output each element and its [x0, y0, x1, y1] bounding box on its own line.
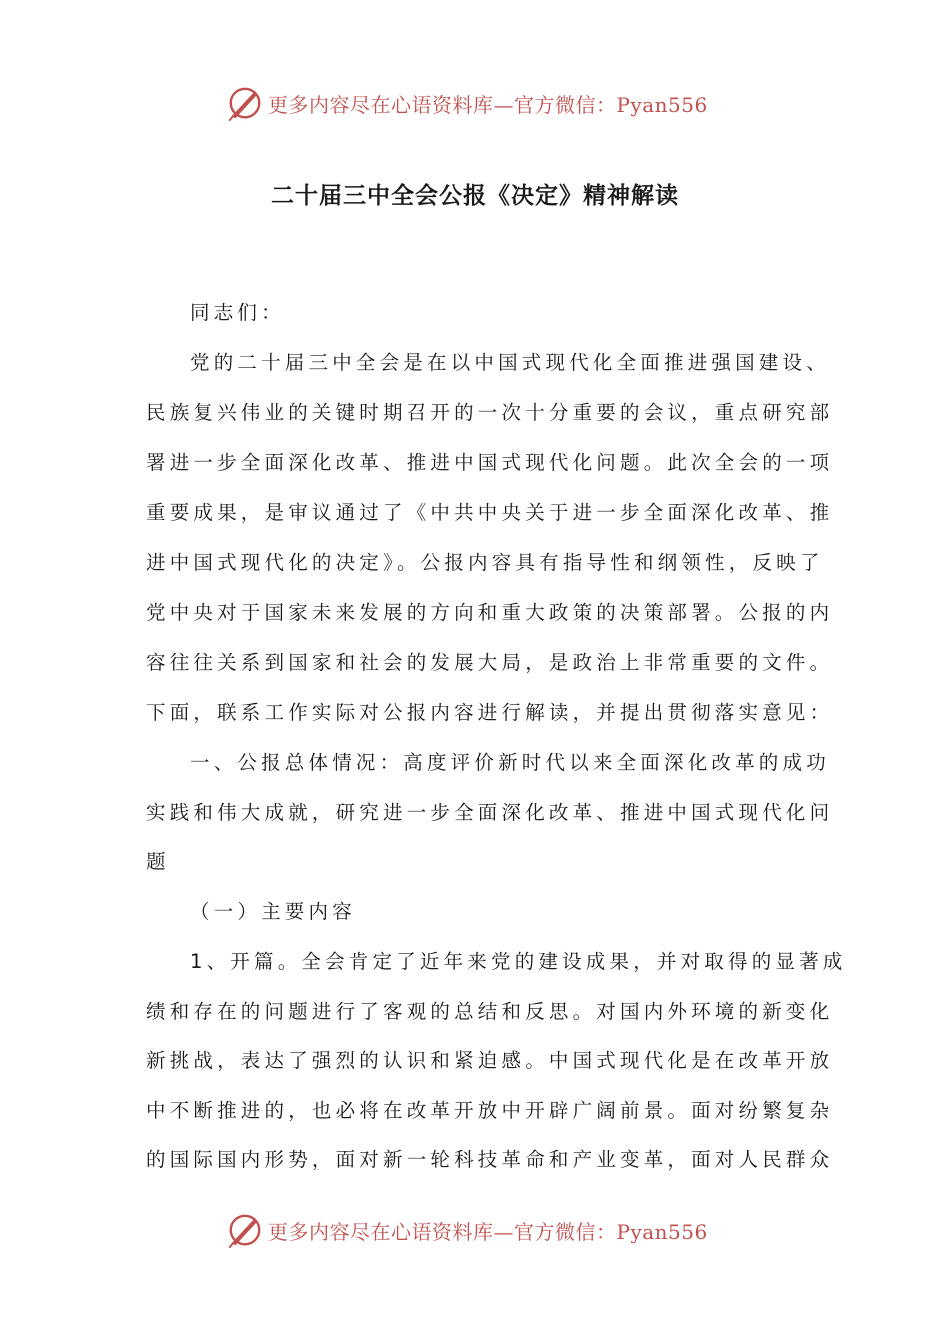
body-line: 进中国式现代化的决定》。公报内容具有指导性和纲领性，反映了 [146, 551, 824, 574]
body-line: 中不断推进的，也必将在改革开放中开辟广阔前景。面对纷繁复杂 [146, 1099, 834, 1122]
body-line: 重要成果，是审议通过了《中共中央关于进一步全面深化改革、推 [146, 501, 834, 524]
salutation-line: 同志们： [190, 301, 285, 324]
body-line: 党的二十届三中全会是在以中国式现代化全面推进强国建设、 [190, 351, 830, 374]
body-line: 容往往关系到国家和社会的发展大局，是政治上非常重要的文件。 [146, 651, 834, 674]
document-title: 二十届三中全会公报《决定》精神解读 [271, 183, 679, 209]
header-watermark-banner [226, 83, 708, 123]
watermark-text: 更多内容尽在心语资料库—官方微信：Pyan556 [268, 92, 708, 117]
body-line: 党中央对于国家未来发展的方向和重大政策的决策部署。公报的内 [146, 601, 834, 624]
quill-pen-logo-icon [226, 84, 264, 122]
section-heading-line: 题 [146, 850, 170, 873]
body-line: 署进一步全面深化改革、推进中国式现代化问题。此次全会的一项 [146, 451, 834, 474]
body-line: 1、开篇。全会肯定了近年来党的建设成果，并对取得的显著成 [190, 950, 847, 973]
section-heading-line: 一、公报总体情况：高度评价新时代以来全面深化改革的成功 [190, 751, 830, 774]
body-line: 的国际国内形势，面对新一轮科技革命和产业变革，面对人民群众 [146, 1148, 834, 1171]
watermark-text: 更多内容尽在心语资料库—官方微信：Pyan556 [268, 1219, 708, 1244]
body-line: 绩和存在的问题进行了客观的总结和反思。对国内外环境的新变化 [146, 1000, 834, 1023]
subsection-heading: （一）主要内容 [190, 900, 356, 923]
body-line: 民族复兴伟业的关键时期召开的一次十分重要的会议，重点研究部 [146, 401, 834, 424]
body-line: 新挑战，表达了强烈的认识和紧迫感。中国式现代化是在改革开放 [146, 1049, 834, 1072]
body-line: 下面，联系工作实际对公报内容进行解读，并提出贯彻落实意见： [146, 701, 834, 724]
section-heading-line: 实践和伟大成就，研究进一步全面深化改革、推进中国式现代化问 [146, 801, 834, 824]
quill-pen-logo-icon [226, 1211, 264, 1249]
footer-watermark-banner [226, 1210, 708, 1250]
